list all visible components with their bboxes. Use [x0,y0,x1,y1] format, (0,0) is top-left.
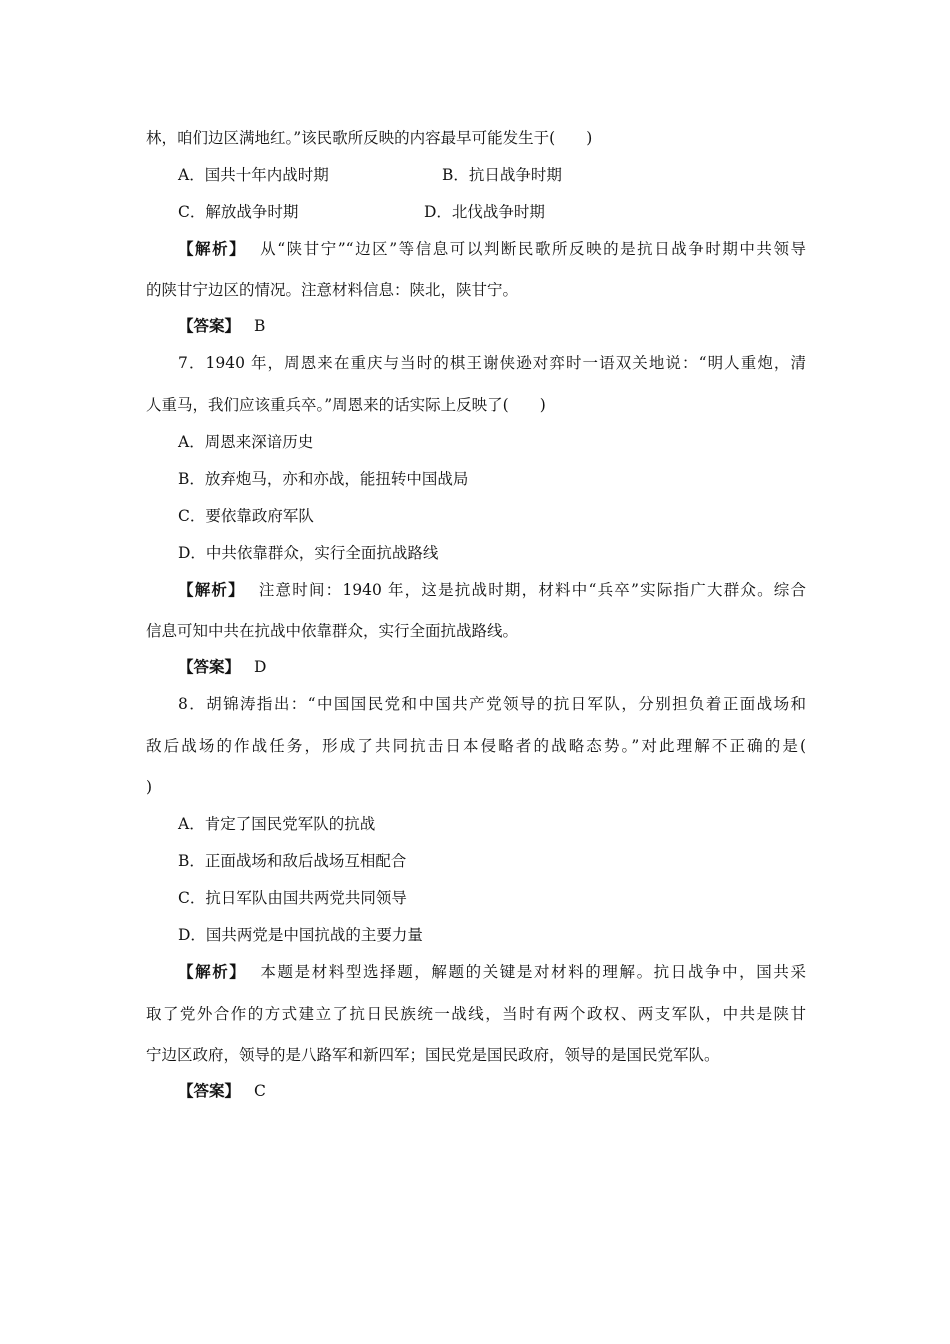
q6-analysis-line1: 从“陕甘宁”“边区”等信息可以判断民歌所反映的是抗日战争时期中共领导 [260,240,806,258]
q8-analysis-line2: 取了党外合作的方式建立了抗日民族统一战线，当时有两个政权、两支军队，中共是陕甘 [146,1005,806,1023]
q7-option-d: D．中共依靠群众，实行全面抗战路线 [178,544,439,562]
q8-stem-line1: 8．胡锦涛指出：“中国国民党和中国共产党领导的抗日军队，分别担负着正面战场和 [178,695,806,713]
q7-analysis-line1: 注意时间：1940 年，这是抗战时期，材料中“兵卒”实际指广大群众。综合 [258,581,806,599]
q8-option-b: B．正面战场和敌后战场互相配合 [178,852,407,870]
q7-answer [178,657,266,677]
q8-answer-value: C [254,1082,266,1100]
q8-stem-line2: 敌后战场的作战任务，形成了共同抗击日本侵略者的战略态势。”对此理解不正确的是( [146,737,806,755]
q7-stem-line1: 7．1940 年，周恩来在重庆与当时的棋王谢侠逊对弈时一语双关地说：“明人重炮，清 [178,354,806,372]
q8-option-c: C．抗日军队由国共两党共同领导 [178,889,407,907]
q8-answer [178,1081,266,1101]
q8-option-d: D．国共两党是中国抗战的主要力量 [178,926,423,944]
q7-option-b: B．放弃炮马，亦和亦战，能扭转中国战局 [178,470,469,488]
q7-option-a: A．周恩来深谙历史 [178,433,314,451]
q8-analysis [178,962,806,982]
q7-answer-value: D [254,658,267,676]
q6-option-d: D．北伐战争时期 [424,203,545,221]
q7-analysis [178,580,806,600]
q8-analysis-line3: 宁边区政府，领导的是八路军和新四军；国民党是国民政府，领导的是国民党军队。 [146,1046,720,1064]
q7-option-c: C．要依靠政府军队 [178,507,314,525]
q6-answer-value: B [254,317,266,335]
q6-analysis-line2: 的陕甘宁边区的情况。注意材料信息：陕北，陕甘宁。 [146,281,519,299]
q6-option-b: B．抗日战争时期 [442,166,562,184]
answer-label: 【答案】 [178,316,241,335]
q8-analysis-line1: 本题是材料型选择题，解题的关键是对材料的理解。抗日战争中，国共采 [260,963,806,981]
answer-label: 【答案】 [178,657,241,676]
q6-option-a: A．国共十年内战时期 [178,166,329,184]
analysis-label: 【解析】 [178,962,247,981]
q6-stem-tail: 林，咱们边区满地红。”该民歌所反映的内容最早可能发生于( ) [146,129,593,147]
analysis-label: 【解析】 [178,580,245,599]
q7-stem-line2: 人重马，我们应该重兵卒。”周恩来的话实际上反映了( ) [146,396,546,414]
q8-stem-line3: ) [146,778,153,796]
q8-option-a: A．肯定了国民党军队的抗战 [178,815,376,833]
answer-label: 【答案】 [178,1081,241,1100]
q7-analysis-line2: 信息可知中共在抗战中依靠群众，实行全面抗战路线。 [146,622,519,640]
q6-answer [178,316,265,336]
analysis-label: 【解析】 [178,239,247,258]
q6-option-c: C．解放战争时期 [178,203,299,221]
q6-analysis [178,239,806,259]
